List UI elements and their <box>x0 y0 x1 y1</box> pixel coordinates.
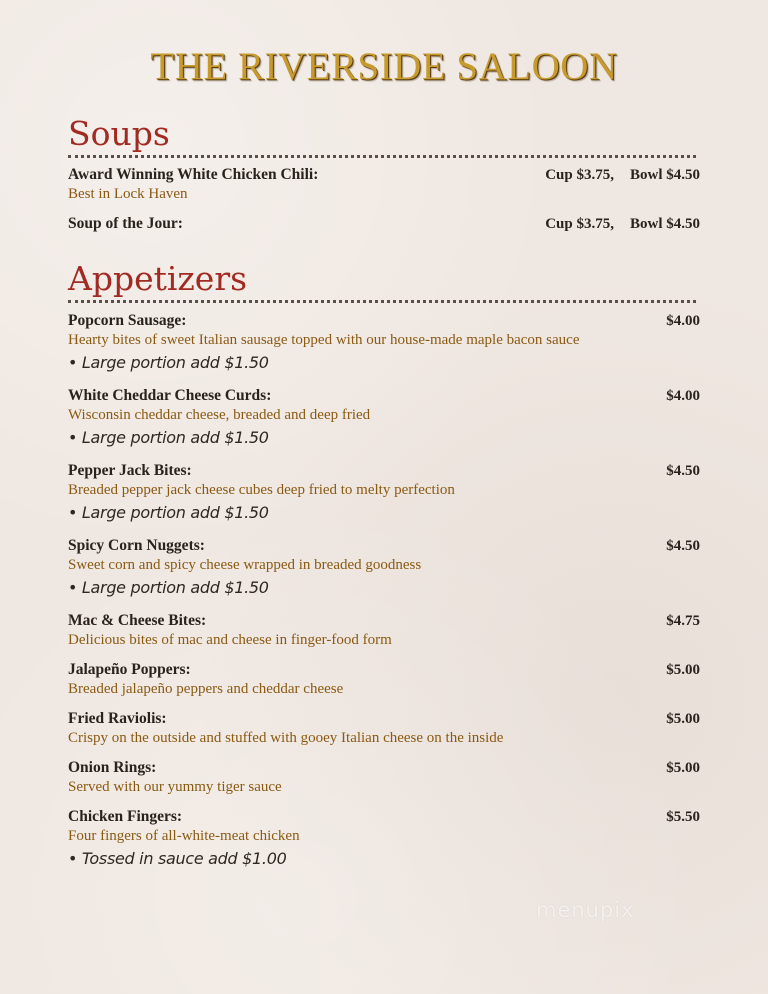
item-price: $4.50 <box>666 463 700 479</box>
menu-item <box>68 166 700 203</box>
item-price: $5.00 <box>666 711 700 727</box>
item-addon: • Large portion add $1.50 <box>68 503 269 522</box>
item-description: Breaded jalapeño peppers and cheddar cheese <box>68 681 344 697</box>
item-name: Award Winning White Chicken Chili: <box>68 166 319 183</box>
item-description: Served with our yummy tiger sauce <box>68 779 282 795</box>
item-price: $4.00 <box>666 313 700 329</box>
item-price: $4.00 <box>666 388 700 404</box>
section-heading-appetizers: Appetizers <box>68 259 248 298</box>
item-name: Pepper Jack Bites: <box>68 462 192 479</box>
menu-item <box>68 312 700 373</box>
bowl-price: Bowl $4.50 <box>629 167 700 183</box>
item-price: $4.50 <box>666 538 700 554</box>
item-price: $4.75 <box>666 613 700 629</box>
item-description: Hearty bites of sweet Italian sausage topped with our house-made maple bacon sauce <box>68 332 580 348</box>
menu-item <box>68 808 700 869</box>
watermark: menupix <box>536 898 635 922</box>
item-name: Soup of the Jour: <box>68 215 183 232</box>
menu-item <box>68 612 700 649</box>
menu-item <box>68 537 700 598</box>
item-name: Fried Raviolis: <box>68 710 167 727</box>
item-name: Jalapeño Poppers: <box>68 661 191 678</box>
menu-item <box>68 661 700 698</box>
menu-item <box>68 387 700 448</box>
menu-item <box>68 215 700 233</box>
item-description: Breaded pepper jack cheese cubes deep fried to melty perfection <box>68 482 455 498</box>
item-addon: • Tossed in sauce add $1.00 <box>68 849 287 868</box>
item-description: Best in Lock Haven <box>68 186 188 202</box>
cup-price: Cup $3.75, <box>545 216 614 232</box>
item-description: Wisconsin cheddar cheese, breaded and deep fried <box>68 407 371 423</box>
section-divider <box>68 300 696 303</box>
item-addon: • Large portion add $1.50 <box>68 578 269 597</box>
item-description: Delicious bites of mac and cheese in finger-food form <box>68 632 392 648</box>
menu-item <box>68 759 700 796</box>
item-price <box>545 166 700 184</box>
section-heading-soups: Soups <box>68 114 170 153</box>
menu-item <box>68 462 700 523</box>
item-description: Sweet corn and spicy cheese wrapped in breaded goodness <box>68 557 422 573</box>
item-description: Four fingers of all-white-meat chicken <box>68 828 300 844</box>
menu-item <box>68 710 700 747</box>
item-name: Popcorn Sausage: <box>68 312 187 329</box>
cup-price: Cup $3.75, <box>545 167 614 183</box>
item-addon: • Large portion add $1.50 <box>68 353 269 372</box>
item-name: Chicken Fingers: <box>68 808 183 825</box>
item-price: $5.00 <box>666 662 700 678</box>
item-name: Onion Rings: <box>68 759 157 776</box>
item-name: White Cheddar Cheese Curds: <box>68 387 272 404</box>
item-addon: • Large portion add $1.50 <box>68 428 269 447</box>
bowl-price: Bowl $4.50 <box>629 216 700 232</box>
item-name: Spicy Corn Nuggets: <box>68 537 205 554</box>
item-name: Mac & Cheese Bites: <box>68 612 207 629</box>
item-price <box>545 215 700 233</box>
item-price: $5.50 <box>666 809 700 825</box>
item-price: $5.00 <box>666 760 700 776</box>
item-description: Crispy on the outside and stuffed with gooey Italian cheese on the inside <box>68 730 504 746</box>
section-divider <box>68 155 696 158</box>
restaurant-title: THE RIVERSIDE SALOON <box>150 45 618 88</box>
